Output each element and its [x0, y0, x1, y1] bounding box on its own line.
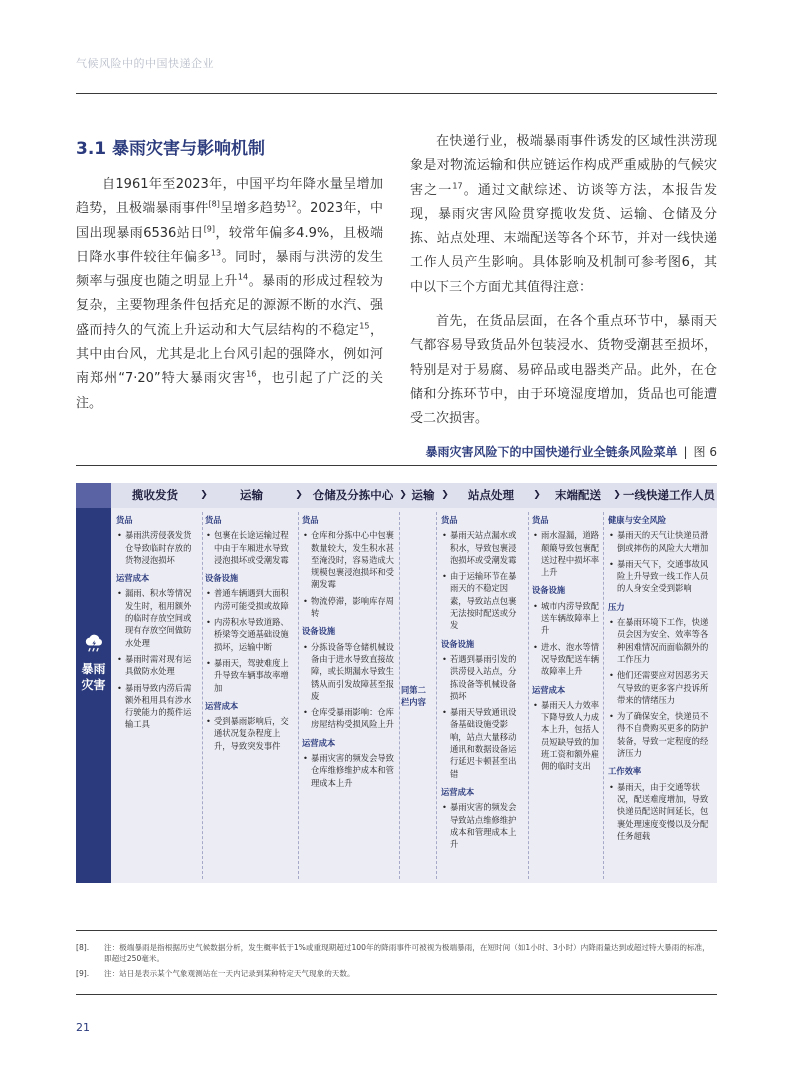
list-item: • 物流停滞，影响库存周转: [302, 595, 396, 620]
column-divider: [528, 512, 529, 879]
footnote-text: 注：站日是表示某个气象观测站在一天内记录到某种特定天气现象的天数。: [104, 969, 355, 978]
category-label: 运营成本: [302, 737, 336, 748]
category-label: 设备设施: [205, 573, 239, 584]
row-label-line: 暴雨: [81, 662, 106, 676]
section-title: 3.1 暴雨灾害与影响机制: [76, 139, 266, 159]
caption-rule: [76, 465, 717, 466]
cell-frontline-staff: [608, 514, 714, 846]
chevron-right-icon: ❯: [399, 490, 407, 500]
column-divider: [202, 512, 203, 879]
citation: [8]: [208, 199, 220, 209]
list-item: • 包裹在长途运输过程中由于车厢进水导致浸泡损坏或受潮发霉: [205, 529, 294, 566]
text: 。2023年，中国出现暴雨6536站日: [76, 201, 383, 241]
row-label-line: 灾害: [81, 678, 106, 692]
chevron-right-icon: ❯: [441, 490, 449, 500]
text: 在快递行业，极端暴雨事件诱发的区域性洪涝现象是对物流运输和供应链运作构成严重威胁的气候灾害之一: [410, 134, 717, 198]
category-label: 工作效率: [608, 766, 642, 777]
text: ，其中由台风，尤其是北上台风引起的强降水，例如河南郑州“7·20”特大暴雨灾害: [76, 322, 383, 387]
stage-frontline-staff: 一线快递工作人员: [623, 488, 715, 502]
stage-collection: 揽收发货: [132, 488, 178, 502]
list-item: • 暴雨天人力效率下降导致人力成本上升，包括人员短缺导致的加班工资和额外雇佣的临时支出: [532, 699, 600, 773]
cell-last-mile: [532, 514, 600, 777]
stage-transport: 运输: [240, 488, 263, 502]
list-item: • 为了确保安全，快递员不得不自费购买更多的防护装备，导致一定程度的经济压力: [608, 710, 714, 759]
row-header-rainstorm: [76, 483, 111, 883]
list-item: • 仓库受暴雨影响：仓库房屋结构受损风险上升: [302, 706, 396, 731]
category-label: 压力: [608, 601, 625, 612]
list-item: • 暴雨导致内涝后需额外租用具有涉水行驶能力的揽件运输工具: [116, 682, 198, 731]
cell-warehouse: [302, 514, 396, 793]
text: 。通过文献综述、访谈等方法，本报告发现，暴雨灾害风险贯穿揽收发货、运输、仓储及分拣、站点处理、末端配送等各个环节，并对一线快递工作人员产生影响。具体影响及机制可参考图6，其中以下三个方面尤其值得注意：: [410, 182, 717, 295]
list-item: • 暴雨灾害的频发会导致站点维修维护成本和管理成本上升: [441, 801, 524, 850]
list-item: • 受到暴雨影响后，交通状况复杂程度上升，导致突发事件: [205, 715, 294, 752]
category-label: 货品: [532, 515, 549, 525]
stage-transport-2: 运输: [411, 488, 435, 502]
list-item: • 仓库和分拣中心中包裹数量较大，发生积水甚至淹没时，容易造成大规模包裹浸泡损坏和受潮发霉: [302, 529, 396, 590]
row-label: [76, 661, 111, 693]
citation: 12: [286, 199, 297, 209]
header-rule: [76, 93, 717, 94]
cell-transport: [205, 514, 294, 756]
paragraph: 首先，在货品层面，在各个重点环节中，暴雨天气都容易导致货品外包装浸水、货物受潮甚至损坏，特别是对于易腐、易碎品或电器类产品。此外，在仓储和分拣环节中，由于环境湿度增加，货品也可能遭受二次损害。: [410, 314, 717, 427]
list-item: • 城市内涝导致配送车辆故障率上升: [532, 600, 600, 637]
footnote: [76, 968, 717, 979]
column-divider: [436, 512, 437, 879]
paragraph: [76, 173, 383, 416]
stage-warehouse: 仓储及分拣中心: [312, 488, 394, 502]
stage-station: 站点处理: [468, 488, 514, 502]
risk-menu-table: [76, 483, 717, 883]
text: ，也引起了广泛的关注。: [76, 371, 383, 411]
category-label: 设备设施: [532, 585, 566, 596]
list-item: • 暴雨天导致通讯设备基础设施受影响，站点大量移动通讯和数据设备运行延迟卡顿甚至出错: [441, 706, 524, 780]
category-label: 健康与安全风险: [608, 515, 667, 525]
stage-header-bar: [111, 483, 717, 508]
category-label: 运营成本: [116, 573, 150, 584]
list-item: • 暴雨天站点漏水或积水，导致包裹浸泡损坏或受潮发霉: [441, 529, 524, 566]
list-item: • 他们还需要应对因恶劣天气导致的更多客户投诉所带来的情绪压力: [608, 669, 714, 706]
same-as-column-two-note: [401, 684, 435, 709]
text: 自1961年至2023年，中国平均年降水量呈增加趋势，且极端暴雨事件: [76, 177, 383, 217]
list-item: • 由于运输环节在暴雨天的不稳定因素，导致站点包裹无法按时配送或分发: [441, 570, 524, 631]
list-item: • 暴雨天的天气让快递员滑倒或摔伤的风险大大增加: [608, 529, 714, 554]
category-label: 货品: [116, 515, 133, 525]
footnote-number: [9].: [76, 969, 90, 978]
category-label: 运营成本: [532, 684, 566, 695]
list-item: • 雨水湿漏，道路颠簸导致包裹配送过程中损坏率上升: [532, 529, 600, 578]
citation: [9]: [203, 224, 216, 234]
list-item: • 内涝积水导致道路、桥梁等交通基础设施损坏，运输中断: [205, 616, 294, 653]
category-label: 设备设施: [302, 626, 336, 637]
column-divider: [298, 512, 299, 879]
chevron-right-icon: ❯: [200, 490, 208, 500]
figure-title: 暴雨灾害风险下的中国快递行业全链条风险菜单: [425, 445, 678, 459]
footnote-rule-top: [76, 930, 717, 931]
cell-station: [441, 514, 524, 854]
category-label: 货品: [302, 515, 319, 525]
list-item: • 暴雨天，驾驶难度上升导致车辆事故率增加: [205, 657, 294, 694]
list-item: • 暴雨灾害的频发会导致仓库维修维护成本和管理成本上升: [302, 752, 396, 789]
note-line: 栏内容: [401, 697, 426, 708]
text: ，较常年偏多4.9%，且极端日降水事件较往年偏多: [76, 225, 383, 265]
category-label: 货品: [205, 515, 222, 525]
footnotes: [76, 942, 717, 983]
note-line: 同第二: [401, 685, 426, 695]
cell-collection: [116, 514, 198, 735]
column-divider: [603, 512, 604, 879]
chevron-right-icon: ❯: [295, 490, 303, 500]
list-item: • 暴雨洪涝侵袭发货仓导致临时存放的货物浸泡损坏: [116, 529, 198, 566]
category-label: 设备设施: [441, 638, 475, 649]
caption-separator: |: [683, 445, 688, 459]
list-item: • 漏雨、积水等情况发生时，租用额外的临时存放空间或现有存放空间做防水处理: [116, 587, 198, 648]
citation: 14: [237, 272, 249, 282]
citation: 16: [246, 370, 257, 380]
figure-caption: [425, 443, 717, 460]
page-number: 21: [76, 1021, 90, 1034]
left-column: [76, 173, 383, 416]
category-label: 运营成本: [441, 786, 475, 797]
chevron-right-icon: ❯: [533, 490, 541, 500]
column-divider: [399, 512, 400, 879]
list-item: • 分拣设备等仓储机械设备由于进水导致直接故障，或长期漏水导致生锈从而引发故障甚至报废: [302, 641, 396, 702]
footnote: [76, 942, 717, 964]
list-item: • 在暴雨环境下工作，快递员会因为安全、效率等各种困难情况而面临额外的工作压力: [608, 616, 714, 665]
running-header: 气候风险中的中国快递企业: [76, 57, 214, 70]
list-item: • 普通车辆遇到大面积内涝可能受损或故障: [205, 587, 294, 612]
list-item: • 暴雨时需对现有运具做防水处理: [116, 653, 198, 678]
stage-last-mile: 末端配送: [555, 488, 601, 502]
text: 。暴雨的形成过程较为复杂，主要物理条件包括充足的源源不断的水汽、强盛而持久的气流上升运动和大气层结构的不稳定: [76, 274, 383, 338]
citation: 17: [452, 181, 463, 191]
rain-cloud-icon: [82, 631, 106, 655]
table-corner: [76, 483, 111, 508]
right-column: [410, 130, 717, 432]
citation: 13: [210, 248, 222, 258]
list-item: • 进水、泡水等情况导致配送车辆故障率上升: [532, 641, 600, 678]
list-item: • 暴雨天，由于交通等状况，配送难度增加，导致快递员配送时间延长，包裹处理速度变慢以及分配任务超载: [608, 781, 714, 842]
paragraph: [410, 130, 717, 300]
footnote-text: 注：极端暴雨是指根据历史气候数据分析，发生概率低于1%或重现期超过100年的降雨事件可被视为极端暴雨，在短时间（如1小时、3小时）内降雨量达到或超过特大暴雨的标准，即超过250毫米。: [104, 943, 710, 963]
category-label: 运营成本: [205, 700, 239, 711]
category-label: 货品: [441, 515, 458, 525]
list-item: • 暴雨天气下，交通事故风险上升导致一线工作人员的人身安全受到影响: [608, 558, 714, 595]
list-item: • 若遇到暴雨引发的洪涝侵入站点，分拣设备等机械设备损坏: [441, 653, 524, 702]
footnote-rule-bottom: [76, 994, 717, 995]
chevron-right-icon: ❯: [613, 490, 621, 500]
figure-number: 图 6: [693, 445, 717, 459]
text: 。同时，暴雨与洪涝的发生频率与强度也随之明显上升: [76, 249, 383, 290]
citation: 15: [359, 321, 370, 331]
text: 呈增多趋势: [219, 201, 287, 217]
footnote-number: [8].: [76, 943, 90, 952]
